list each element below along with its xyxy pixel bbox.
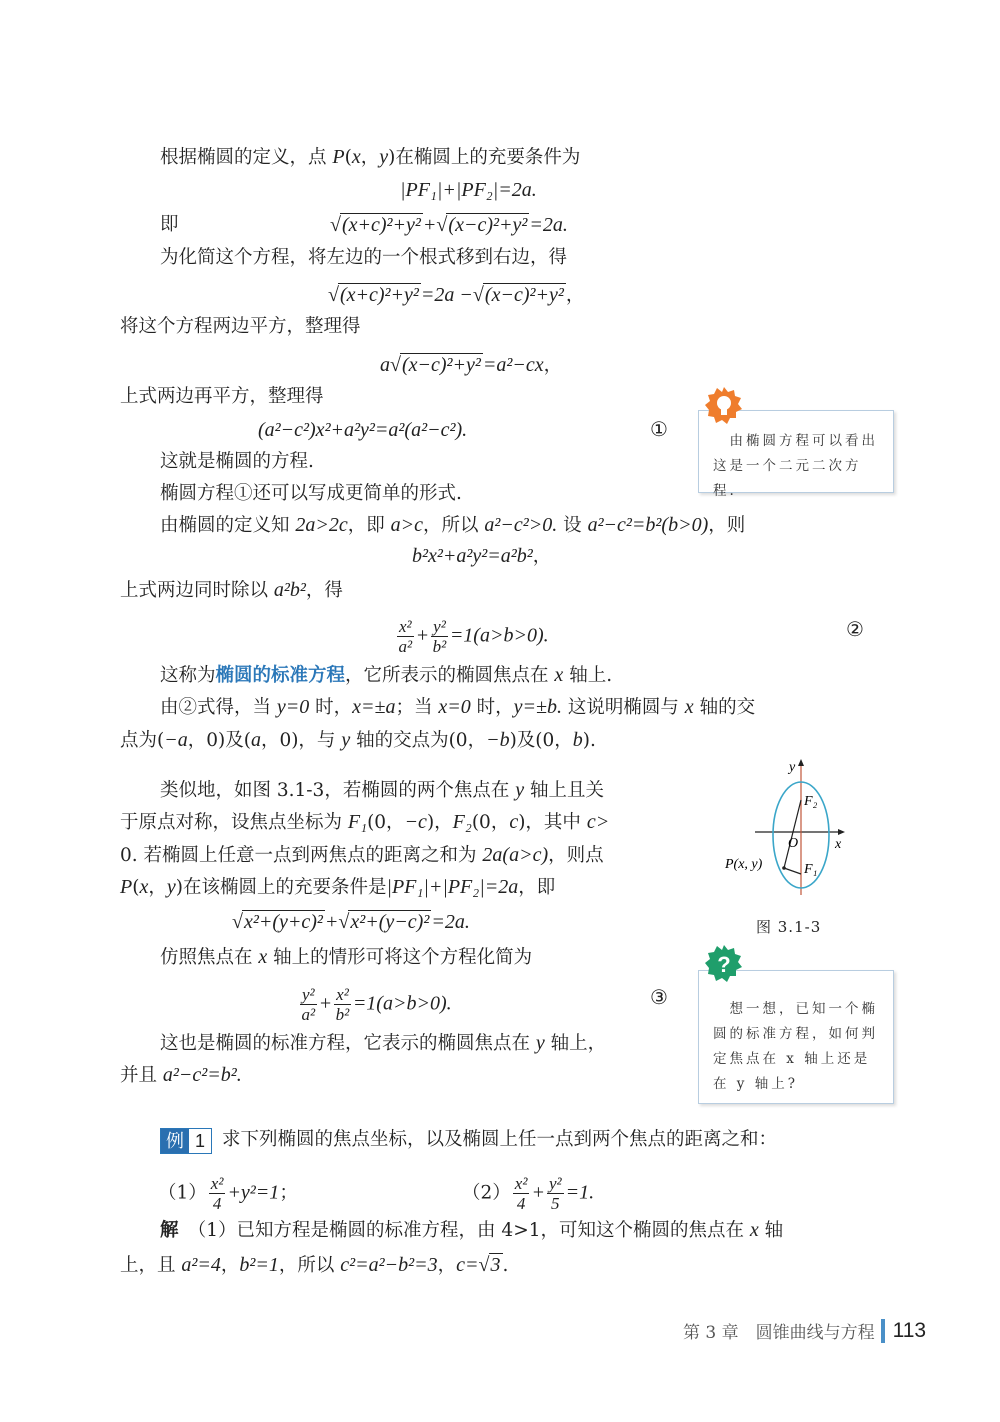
text-line — [160, 481, 462, 507]
p-label: P(x, y) — [725, 857, 763, 872]
denominator: a² — [301, 1005, 316, 1024]
text-run: ). — [582, 730, 596, 751]
text-run: ， — [532, 546, 552, 567]
math-run: y — [515, 779, 525, 801]
text-line — [160, 662, 612, 689]
text-run: 根据椭圆的定义，点 — [160, 147, 333, 168]
text-line — [120, 809, 609, 836]
text-run: 时， — [470, 697, 514, 718]
text-run: 轴的交点为(0， — [350, 730, 487, 751]
text-line — [120, 1252, 508, 1279]
text-run: （1） — [158, 1182, 207, 1204]
text-run: ，0)，与 — [260, 730, 342, 751]
lightbulb-icon — [704, 386, 744, 426]
formula-line — [400, 177, 537, 204]
text-line — [120, 1062, 242, 1089]
text-run: 轴上， — [544, 1033, 607, 1054]
text-run: . — [502, 1255, 509, 1276]
denominator: 5 — [551, 1194, 560, 1213]
keyword: 椭圆的标准方程 — [215, 665, 346, 686]
text-run: ， — [543, 355, 563, 376]
math-run: F₂ — [452, 811, 472, 833]
text-run: 并且 — [120, 1065, 163, 1086]
text-run: (0， — [367, 812, 405, 833]
text-run: )在椭圆上的充要条件为 — [388, 147, 581, 168]
text-line — [160, 777, 604, 804]
example-badge — [160, 1128, 212, 1154]
math-run: x — [351, 146, 361, 168]
equation-label-3: ③ — [650, 985, 668, 1009]
radical-sign-icon: √ — [436, 214, 448, 236]
math-run: =2a. — [431, 911, 470, 933]
math-run: c — [509, 811, 519, 833]
text-run: ； — [279, 1182, 298, 1204]
math-run: x — [684, 696, 694, 718]
radical-sign-icon: √ — [478, 1254, 490, 1276]
math-run: x — [749, 1219, 759, 1241]
math-run: + — [318, 992, 333, 1015]
math-run: =2a. — [529, 214, 568, 236]
equation-label-1: ① — [650, 417, 668, 441]
formula-line — [380, 352, 562, 379]
fraction — [209, 1174, 226, 1213]
math-run: + — [531, 1181, 545, 1204]
text-run: 设 — [557, 515, 588, 536]
denominator: 4 — [212, 1194, 222, 1213]
text-run: ，所以 — [278, 1255, 341, 1276]
text-line — [160, 449, 314, 475]
text-run: 点为( — [120, 730, 165, 751]
math-run: y — [166, 876, 176, 898]
formula-line — [412, 543, 551, 570]
text-run: ，得 — [305, 580, 343, 601]
math-run: −a — [164, 729, 188, 751]
tip-note-text: 由椭圆方程可以看出这是一个二元二次方程. — [713, 433, 878, 499]
radicand: (x+c)²+y² — [341, 214, 421, 236]
formula-line — [158, 1174, 298, 1213]
example-tag: 例 — [161, 1129, 189, 1153]
radicand: (x+c)²+y² — [339, 284, 419, 306]
chapter-title: 第 3 章 圆锥曲线与方程 — [683, 1323, 875, 1343]
numerator: x² — [336, 985, 349, 1004]
text-run: （2） — [462, 1182, 511, 1204]
text-run: （1）已知方程是椭圆的标准方程，由 4>1，可知这个椭圆的焦点在 — [178, 1220, 750, 1241]
text-run: 上式两边同时除以 — [120, 580, 274, 601]
radical-sign-icon: √ — [328, 284, 339, 306]
text-run: ，它所表示的椭圆焦点在 — [345, 665, 555, 686]
equation-label-2: ② — [846, 617, 864, 641]
math-run: |PF₁|+|PF₂|=2a — [386, 876, 519, 898]
fraction — [300, 985, 317, 1024]
math-run: y=±b. — [513, 696, 563, 718]
text-run: ，则 — [708, 515, 746, 536]
text-line — [160, 1217, 783, 1244]
math-run: b²x²+a²y²=a²b² — [412, 545, 533, 567]
formula-line — [330, 212, 568, 239]
text-line — [120, 727, 596, 754]
formula-line — [258, 417, 467, 444]
math-run: −c — [404, 811, 427, 833]
math-run: a²−c²=b². — [162, 1064, 242, 1086]
square-root — [436, 212, 529, 238]
text-run: 轴上且关 — [524, 780, 604, 801]
math-run: −b — [486, 729, 510, 751]
ellipse-figure — [715, 755, 865, 905]
text-line — [120, 314, 361, 340]
f1-label: F₁ — [804, 862, 818, 877]
square-root — [328, 282, 421, 308]
fraction — [334, 985, 351, 1024]
text-run: 类似地，如图 3.1-3，若椭圆的两个焦点在 — [160, 780, 516, 801]
text-line — [160, 245, 567, 271]
text-run: 为化简这个方程，将左边的一个根式移到右边，得 — [160, 247, 568, 268]
fraction — [547, 1174, 564, 1213]
radicand: x²+(y+c)² — [243, 911, 323, 933]
radical-sign-icon: √ — [390, 354, 401, 376]
math-run: =a²−cx — [482, 354, 544, 376]
text-line — [120, 842, 604, 869]
math-run: b²=1 — [239, 1254, 279, 1276]
radicand: (x−c)²+y² — [484, 284, 564, 306]
square-root — [330, 212, 423, 238]
text-run: 轴的交 — [693, 697, 756, 718]
math-run: (a²−c²)x²+a²y²=a²(a²−c²). — [258, 419, 468, 441]
text-run: ， — [437, 1255, 457, 1276]
text-run: 由椭圆的定义知 — [160, 515, 296, 536]
text-line — [160, 144, 580, 171]
text-run: 上，且 — [120, 1255, 182, 1276]
math-run: a — [380, 354, 390, 376]
numerator: x² — [399, 617, 412, 636]
math-run: a²b² — [273, 579, 306, 601]
radical-sign-icon: √ — [338, 911, 350, 933]
math-run: c²=a²−b²=3 — [340, 1254, 438, 1276]
math-run: 2a(a>c) — [482, 844, 549, 866]
radical-sign-icon: √ — [232, 911, 243, 933]
math-run: |PF₁|+|PF₂|=2a. — [400, 179, 537, 201]
math-run: b — [572, 729, 583, 751]
numerator: y² — [548, 1174, 562, 1193]
text-run: 于原点对称，设焦点坐标为 — [120, 812, 348, 833]
text-run: 即 — [160, 214, 179, 235]
text-run: ， — [360, 147, 380, 168]
numerator: y² — [302, 985, 315, 1004]
math-run: F₁ — [347, 811, 368, 833]
text-run: ( — [132, 877, 140, 898]
math-run: y — [379, 146, 389, 168]
text-run: 时， — [309, 697, 353, 718]
math-run: y — [535, 1032, 545, 1054]
text-run: 这称为 — [160, 665, 216, 686]
text-run: )，其中 — [518, 812, 587, 833]
text-run: ，即 — [347, 515, 391, 536]
numerator: x² — [514, 1174, 528, 1193]
denominator: b² — [335, 1005, 350, 1024]
text-run: 将这个方程两边平方，整理得 — [120, 316, 361, 337]
think-note — [698, 970, 894, 1104]
y-axis-label: y — [789, 760, 796, 775]
text-run: ， — [148, 877, 167, 898]
fraction — [513, 1174, 530, 1213]
text-run: ，所以 — [423, 515, 485, 536]
example-number: 1 — [189, 1129, 211, 1153]
math-run: y — [341, 729, 351, 751]
math-run: c= — [456, 1254, 479, 1276]
x-axis-label: x — [835, 837, 842, 852]
math-run: x — [139, 876, 149, 898]
text-run: 轴上的情形可将这个方程化简为 — [267, 947, 533, 968]
text-run: 0. 若椭圆上任意一点到两焦点的距离之和为 — [120, 845, 483, 866]
square-root — [473, 282, 566, 308]
formula-line — [328, 282, 584, 309]
text-run: 椭圆方程①还可以写成更简单的形式. — [160, 483, 462, 504]
text-line — [120, 874, 555, 901]
math-run: a²−c²>0. — [484, 514, 558, 536]
formula-line — [232, 909, 470, 936]
radicand: x²+(y−c)² — [350, 911, 430, 933]
fraction — [397, 617, 414, 656]
math-run: c> — [586, 811, 610, 833]
radicand: (x−c)²+y² — [401, 354, 481, 376]
text-run: 轴上. — [563, 665, 613, 686]
radical-sign-icon: √ — [472, 284, 484, 306]
figure-caption: 图 3.1-3 — [756, 918, 822, 936]
text-run: 求下列椭圆的焦点坐标，以及椭圆上任一点到两个焦点的距离之和： — [222, 1129, 778, 1150]
text-line — [160, 512, 745, 539]
page-footer — [683, 1318, 926, 1343]
text-line — [120, 577, 343, 604]
text-run: 由②式得，当 — [160, 697, 277, 718]
radical-sign-icon: √ — [330, 214, 341, 236]
text-run: )及(0， — [509, 730, 573, 751]
math-run: y=0 — [276, 696, 310, 718]
math-run: x=±a — [352, 696, 396, 718]
radicand: (x−c)²+y² — [448, 214, 528, 236]
math-run: =1. — [565, 1181, 595, 1204]
text-run: ( — [344, 147, 352, 168]
math-run: a²−c²=b²(b>0) — [587, 514, 709, 536]
page-number: 113 — [892, 1318, 927, 1342]
origin-label: O — [788, 836, 799, 851]
math-run: P — [120, 876, 133, 898]
math-run: + — [324, 911, 339, 933]
math-run: a — [250, 729, 261, 751]
text-run: )， — [426, 812, 453, 833]
numerator: x² — [210, 1174, 224, 1193]
text-run: ，即 — [518, 877, 556, 898]
math-run: a²=4 — [181, 1254, 221, 1276]
text-line — [222, 1127, 777, 1153]
square-root — [479, 1252, 503, 1278]
denominator: a² — [398, 637, 413, 656]
math-run: x — [554, 664, 564, 686]
text-line — [160, 212, 179, 238]
solution-label: 解 — [160, 1220, 179, 1241]
numerator: y² — [433, 617, 446, 636]
text-run: ， — [220, 1255, 240, 1276]
text-line — [160, 944, 532, 971]
math-run: + — [422, 214, 437, 236]
math-run: =1(a>b>0). — [352, 992, 452, 1015]
text-run: 上式两边再平方，整理得 — [120, 386, 324, 407]
square-root — [390, 352, 483, 378]
fraction — [431, 617, 448, 656]
f2-label: F₂ — [804, 794, 818, 809]
text-run: 这说明椭圆与 — [562, 697, 685, 718]
math-run: + — [415, 624, 430, 647]
text-line — [120, 384, 324, 410]
text-run: 这就是椭圆的方程. — [160, 451, 314, 472]
text-run: 轴 — [758, 1220, 784, 1241]
text-run: ， — [565, 285, 585, 306]
formula-line — [298, 985, 452, 1024]
text-run: 这也是椭圆的标准方程，它表示的椭圆焦点在 — [160, 1033, 536, 1054]
square-root — [232, 909, 325, 935]
text-line — [160, 1030, 606, 1057]
text-run: (0， — [471, 812, 510, 833]
text-run: ，则点 — [548, 845, 604, 866]
text-line — [160, 694, 755, 721]
formula-line — [462, 1174, 594, 1213]
denominator: 4 — [516, 1194, 526, 1213]
denominator: b² — [432, 637, 447, 656]
math-run: +y²=1 — [227, 1181, 280, 1204]
math-run: x — [258, 946, 268, 968]
svg-text:?: ? — [717, 952, 731, 977]
text-run: ，0)及( — [187, 730, 251, 751]
formula-line — [395, 617, 549, 656]
footer-divider — [881, 1319, 885, 1343]
text-run: )在该椭圆上的充要条件是 — [175, 877, 387, 898]
math-run: x=0 — [438, 696, 471, 718]
text-run: 仿照焦点在 — [160, 947, 259, 968]
question-icon — [704, 944, 744, 984]
math-run: a>c — [390, 514, 424, 536]
radicand: 3 — [490, 1254, 501, 1276]
square-root — [338, 909, 431, 935]
think-note-text: 想一想，已知一个椭圆的标准方程，如何判定焦点在 x 轴上还是在 y 轴上? — [713, 1001, 878, 1092]
math-run: =1(a>b>0). — [449, 624, 549, 647]
math-run: =2a − — [420, 284, 473, 306]
math-run: P — [332, 146, 345, 168]
math-run: 2a>2c — [295, 514, 348, 536]
text-run: ；当 — [395, 697, 439, 718]
